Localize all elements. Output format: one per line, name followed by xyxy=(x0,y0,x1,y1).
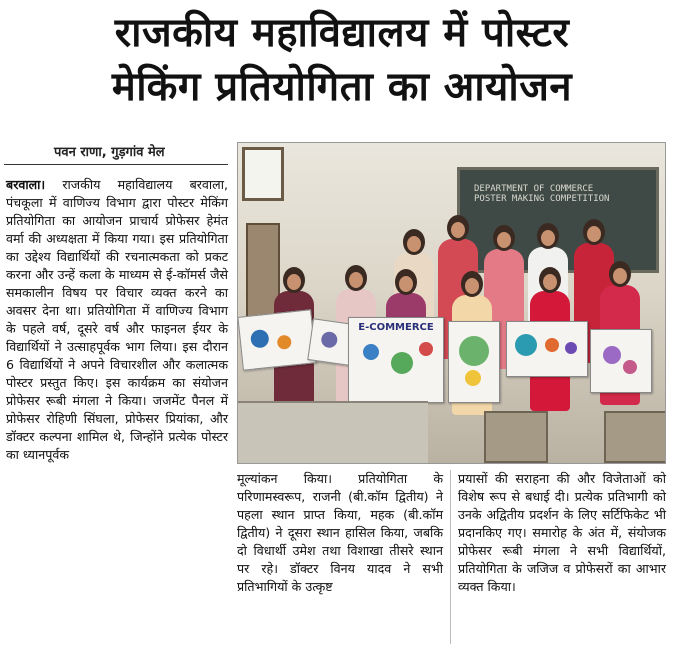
headline xyxy=(0,6,684,114)
photo-chair-1 xyxy=(484,411,548,463)
dateline: बरवाला। xyxy=(6,177,46,192)
poster-4 xyxy=(448,321,500,403)
headline-line-1: राजकीय महाविद्यालय में पोस्टर xyxy=(114,10,570,56)
photo-desk xyxy=(238,401,428,463)
poster-3-title: E-COMMERCE xyxy=(358,322,434,333)
photo-window xyxy=(242,147,284,201)
poster-1 xyxy=(237,309,316,370)
column-1-body: राजकीय महाविद्यालय बरवाला, पंचकूला में वाणिज्य विभाग द्वारा पोस्टर मेकिंग प्रतियोगिता का आयोजन प्राचार्य प्रोफेसर हेमंत वर्मा की अध्यक्षता में किया गया। इस प्रतियोगिता का उद्देश्य विद्यार्थियों की रचनात्मकता को प्रकट करना और उन्हें कला के माध्यम से ई-कॉमर्स जैसे समकालीन विषय पर विचार व्यक्त करने का अवसर देना था। प्रतियोगिता में वाणिज्य विभाग के पहले वर्ष, दूसरे वर्ष और फाइनल ईयर के विद्यार्थियों ने उत्साहपूर्वक भाग लिया। इस दौरान 6 विद्यार्थियों ने अपने विचारशील और कलात्मक पोस्टर प्रस्तुत किए। इस कार्यक्रम का संयोजन प्रोफेसर रूबी मंगला ने किया। जजमेंट पैनल में प्रोफेसर रोहिणी सिंघला, प्रोफेसर प्रियांका, और डॉक्टर कल्पना शामिल थे, जिन्होंने प्रत्येक पोस्टर का ध्यानपूर्वक xyxy=(6,177,228,462)
poster-5 xyxy=(506,321,588,377)
article-column-1 xyxy=(6,176,228,464)
blackboard-text: DEPARTMENT OF COMMERCE POSTER MAKING COMPETITION xyxy=(474,184,610,204)
byline: पवन राणा, गुड़गांव मेल xyxy=(54,145,165,160)
byline-divider xyxy=(4,164,228,165)
news-photo xyxy=(237,142,666,464)
photo-chair-2 xyxy=(604,411,666,463)
article-column-2: मूल्यांकन किया। प्रतियोगिता के परिणामस्वरूप, राजनी (बी.कॉम द्वितीय) ने पहला स्थान प्राप्त किया, महक (बी.कॉम द्वितीय) ने दूसरा स्थान हासिल किया, जबकि दो विधार्थी उमेश तथा विशाखा तीसरे स्थान पर रहे। डॉक्टर विनय यादव ने सभी प्रतिभागियों के उत्कृष्ट xyxy=(237,471,443,594)
poster-3 xyxy=(348,317,444,403)
column-divider xyxy=(450,470,451,644)
article-column-3: प्रयासों की सराहना की और विजेताओं को विशेष रूप से बधाई दी। प्रत्येक प्रतिभागी को उनके अद्वितीय प्रदर्शन के लिए सर्टिफिकेट भी प्रदानकिए गए। समारोह के अंत में, संयोजक प्रोफेसर रूबी मंगला ने सभी विद्यार्थियों, प्रतियोगिता के जजिज व प्रोफेसरों का आभार व्यक्त किया। xyxy=(458,471,666,594)
poster-6 xyxy=(590,329,652,393)
headline-line-2: मेकिंग प्रतियोगिता का आयोजन xyxy=(111,64,573,110)
